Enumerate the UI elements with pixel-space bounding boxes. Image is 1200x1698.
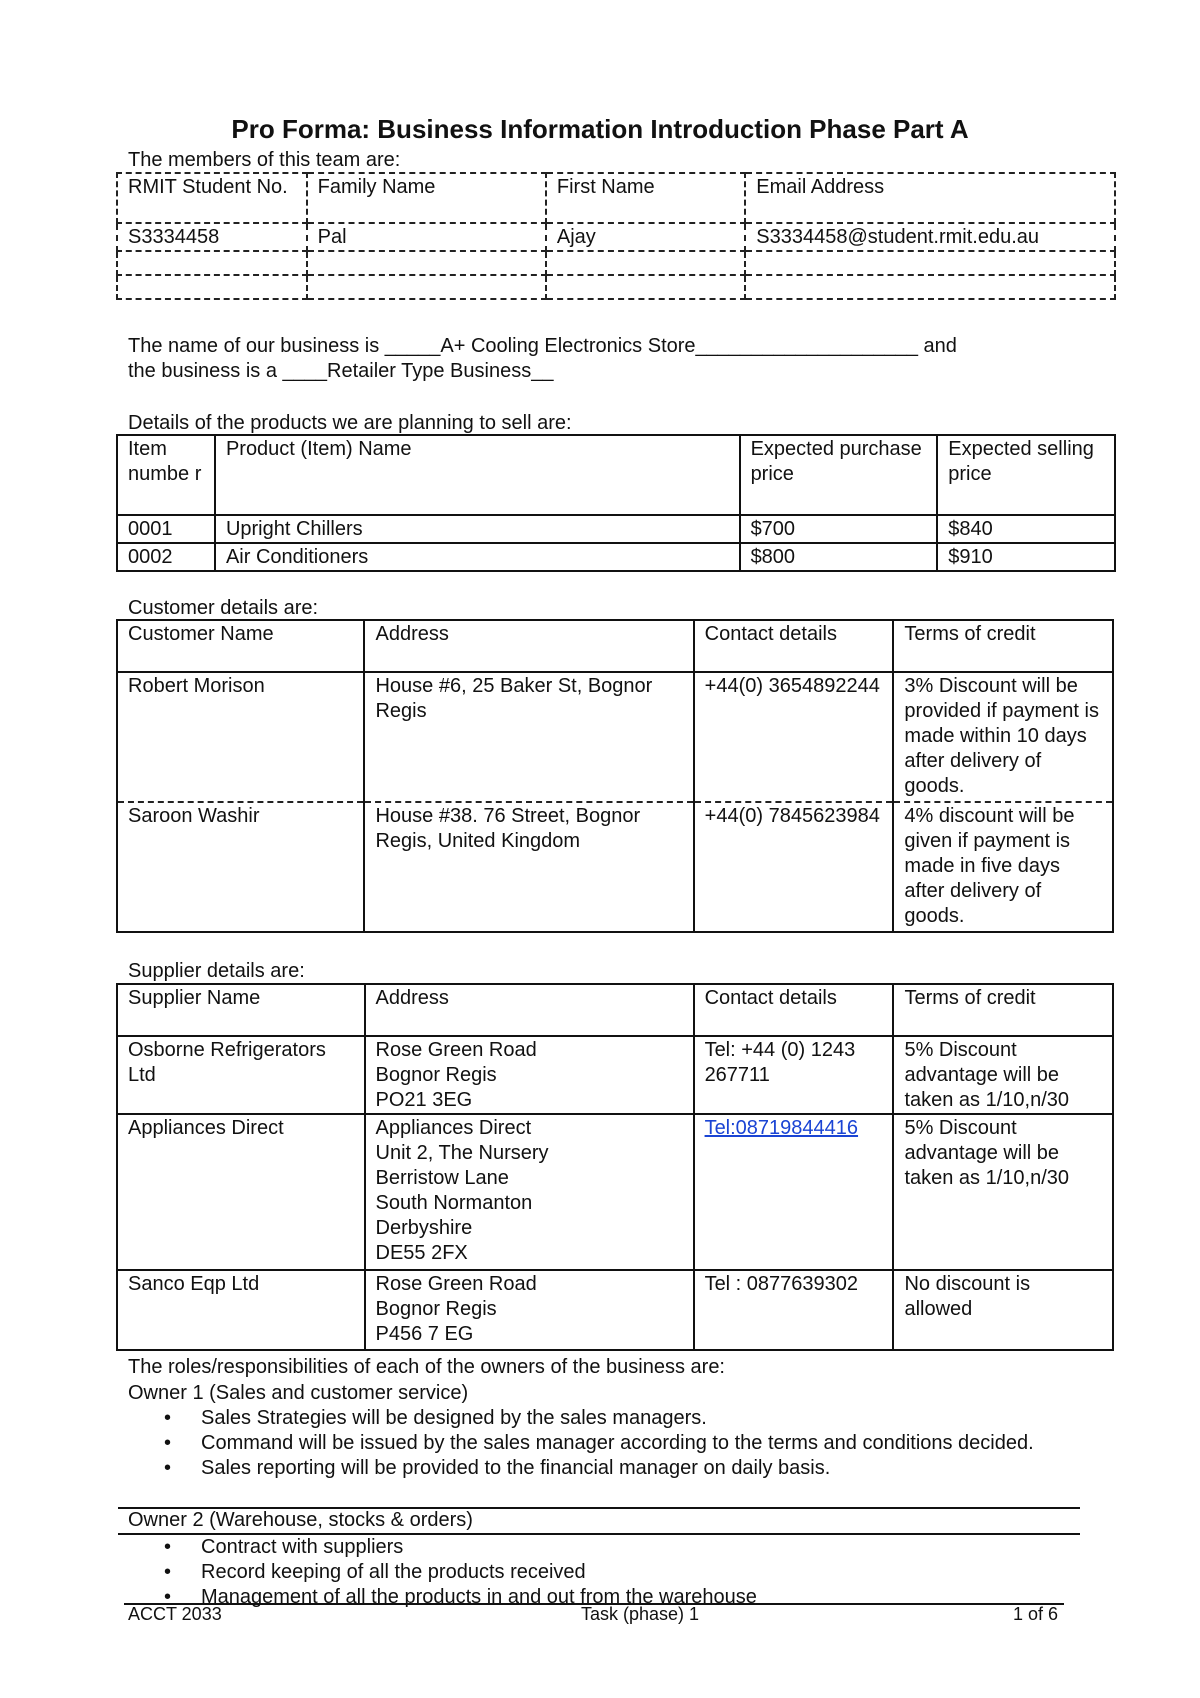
table-cell: 3% Discount will be provided if payment is made within 10 days after delivery of goods. xyxy=(893,672,1113,802)
header-cell: Address xyxy=(365,984,694,1036)
table-cell: Sanco Eqp Ltd xyxy=(117,1270,365,1350)
products-intro: Details of the products we are planning to sell are: xyxy=(128,412,572,434)
table-cell: Robert Morison xyxy=(117,672,364,802)
header-cell: Expected selling price xyxy=(937,435,1115,515)
list-item: • Command will be issued by the sales manager according to the terms and conditions decided. xyxy=(128,1431,1078,1456)
header-cell: Address xyxy=(364,620,693,672)
header-cell: RMIT Student No. xyxy=(117,173,307,223)
table-row xyxy=(117,1036,1113,1114)
header-cell: Supplier Name xyxy=(117,984,365,1036)
header-cell: Contact details xyxy=(694,984,894,1036)
table-cell: Appliances Direct xyxy=(117,1114,365,1270)
products-table xyxy=(116,434,1116,572)
table-cell xyxy=(745,251,1115,275)
table-cell: Pal xyxy=(307,223,546,251)
customers-table xyxy=(116,619,1114,933)
table-cell xyxy=(694,1114,894,1270)
table-cell: +44(0) 3654892244 xyxy=(694,672,894,802)
owner2-list xyxy=(128,1535,1078,1610)
table-cell xyxy=(307,275,546,299)
table-row xyxy=(117,223,1115,251)
table-cell: $840 xyxy=(937,515,1115,543)
table-cell xyxy=(546,275,745,299)
page-title: Pro Forma: Business Information Introduction Phase Part A xyxy=(231,114,969,144)
table-row xyxy=(117,1270,1113,1350)
table-cell: +44(0) 7845623984 xyxy=(694,802,894,932)
header-cell: Terms of credit xyxy=(893,620,1113,672)
owner2-title: Owner 2 (Warehouse, stocks & orders) xyxy=(128,1509,473,1531)
table-row xyxy=(117,543,1115,571)
table-cell xyxy=(307,251,546,275)
table-cell xyxy=(117,275,307,299)
table-row xyxy=(117,275,1115,299)
business-name-line: The name of our business is _____A+ Cooling Electronics Store____________________ and xyxy=(128,335,957,357)
table-header-row xyxy=(117,620,1113,672)
table-row xyxy=(117,1114,1113,1270)
list-item: • Record keeping of all the products received xyxy=(128,1560,1078,1585)
header-cell: First Name xyxy=(546,173,745,223)
table-cell xyxy=(745,275,1115,299)
table-cell: Tel : 0877639302 xyxy=(694,1270,894,1350)
table-cell: 5% Discount advantage will be taken as 1/10,n/30 xyxy=(893,1114,1113,1270)
footer-page-number: 1 of 6 xyxy=(1013,1604,1059,1624)
table-cell: 0002 xyxy=(117,543,215,571)
owner1-list xyxy=(128,1406,1078,1481)
table-cell: S3334458 xyxy=(117,223,307,251)
header-cell: Customer Name xyxy=(117,620,364,672)
table-cell: Ajay xyxy=(546,223,745,251)
suppliers-table xyxy=(116,983,1114,1351)
table-cell: $700 xyxy=(740,515,938,543)
table-cell: No discount is allowed xyxy=(893,1270,1113,1350)
header-cell: Contact details xyxy=(694,620,894,672)
table-cell: 5% Discount advantage will be taken as 1/10,n/30 xyxy=(893,1036,1113,1114)
table-cell: Appliances Direct Unit 2, The Nursery Berristow Lane South Normanton Derbyshire DE55 2FX xyxy=(365,1114,694,1270)
table-cell: House #6, 25 Baker St, Bognor Regis xyxy=(364,672,693,802)
table-cell xyxy=(117,251,307,275)
table-cell: House #38. 76 Street, Bognor Regis, United Kingdom xyxy=(364,802,693,932)
customers-intro: Customer details are: xyxy=(128,597,319,619)
header-cell: Terms of credit xyxy=(893,984,1113,1036)
table-header-row xyxy=(117,173,1115,223)
business-type-line: the business is a ____Retailer Type Business__ xyxy=(128,360,554,382)
table-cell: Air Conditioners xyxy=(215,543,740,571)
table-cell: Osborne Refrigerators Ltd xyxy=(117,1036,365,1114)
table-cell: 4% discount will be given if payment is made in five days after delivery of goods. xyxy=(893,802,1113,932)
table-cell: S3334458@student.rmit.edu.au xyxy=(745,223,1115,251)
members-intro: The members of this team are: xyxy=(128,149,401,171)
table-cell xyxy=(546,251,745,275)
footer-task-label: Task (phase) 1 xyxy=(581,1604,700,1624)
table-cell: Saroon Washir xyxy=(117,802,364,932)
footer-course-code: ACCT 2033 xyxy=(128,1604,222,1624)
owner1-title: Owner 1 (Sales and customer service) xyxy=(128,1382,469,1404)
table-cell: Rose Green Road Bognor Regis P456 7 EG xyxy=(365,1270,694,1350)
header-cell: Item numbe r xyxy=(117,435,215,515)
table-header-row xyxy=(117,984,1113,1036)
table-cell: 0001 xyxy=(117,515,215,543)
table-cell: Upright Chillers xyxy=(215,515,740,543)
table-row xyxy=(117,802,1113,932)
table-cell: Tel: +44 (0) 1243 267711 xyxy=(694,1036,894,1114)
table-row xyxy=(117,251,1115,275)
table-cell: $910 xyxy=(937,543,1115,571)
list-item: • Sales reporting will be provided to the financial manager on daily basis. xyxy=(128,1456,1078,1481)
supplier-phone-link[interactable]: Tel:08719844416 xyxy=(704,1117,859,1139)
table-cell: Rose Green Road Bognor Regis PO21 3EG xyxy=(365,1036,694,1114)
list-item: • Management of all the products in and out from the warehouse xyxy=(128,1585,1078,1610)
table-header-row xyxy=(117,435,1115,515)
table-cell: $800 xyxy=(740,543,938,571)
roles-intro: The roles/responsibilities of each of the owners of the business are: xyxy=(128,1356,725,1378)
table-row xyxy=(117,515,1115,543)
list-item: • Contract with suppliers xyxy=(128,1535,1078,1560)
suppliers-intro: Supplier details are: xyxy=(128,960,305,982)
list-item: • Sales Strategies will be designed by the sales managers. xyxy=(128,1406,1078,1431)
header-cell: Expected purchase price xyxy=(740,435,938,515)
header-cell: Email Address xyxy=(745,173,1115,223)
header-cell: Family Name xyxy=(307,173,546,223)
table-row xyxy=(117,672,1113,802)
header-cell: Product (Item) Name xyxy=(215,435,740,515)
members-table xyxy=(116,172,1116,300)
